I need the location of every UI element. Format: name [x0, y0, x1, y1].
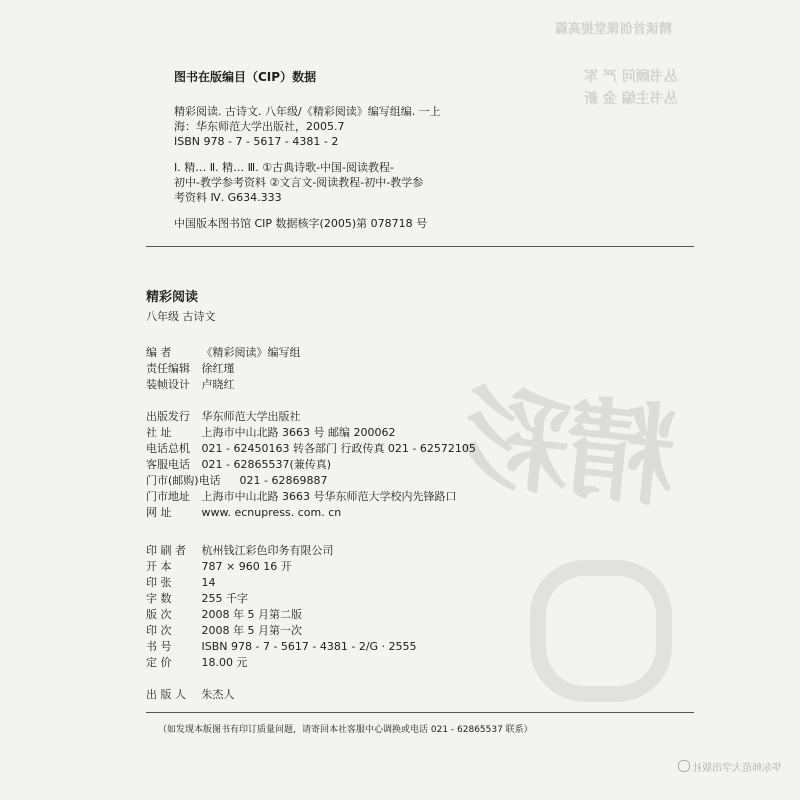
print-value: 255 千字 — [201, 592, 248, 605]
printer-logo-icon — [678, 760, 690, 772]
publisher-value: 华东师范大学出版社 — [201, 410, 301, 423]
print-row — [146, 639, 417, 654]
bleed-through-text: 丛书顾问 严 军 — [584, 69, 678, 85]
print-label: 印 张 — [146, 576, 172, 589]
print-value: ISBN 978 - 7 - 5617 - 4381 - 2/G · 2555 — [201, 640, 417, 653]
print-row — [146, 623, 302, 638]
publisher-person-label: 出 版 人 — [146, 688, 186, 701]
print-value: 2008 年 5 月第一次 — [201, 624, 302, 637]
publisher-label: 出版发行 — [146, 410, 190, 423]
credit-label: 责任编辑 — [146, 362, 190, 375]
print-row — [146, 543, 334, 558]
credit-value: 《精彩阅读》编写组 — [201, 346, 301, 359]
publisher-label: 网 址 — [146, 506, 172, 519]
cip-subject-line: 初中-教学参考资料 ②文言文-阅读教程-初中-教学参 — [174, 176, 424, 189]
publisher-value: www. ecnupress. com. cn — [201, 506, 342, 519]
cip-record-number: 中国版本图书馆 CIP 数据核字(2005)第 078718 号 — [174, 217, 428, 230]
print-label: 定 价 — [146, 656, 172, 669]
bleed-through-circle — [530, 560, 672, 702]
print-value: 2008 年 5 月第二版 — [201, 608, 302, 621]
book-subtitle: 八年级 古诗文 — [146, 310, 216, 323]
bleed-through-text: 丛书主编 金 新 — [584, 91, 678, 107]
print-row — [146, 559, 292, 574]
print-row — [146, 591, 248, 606]
print-label: 字 数 — [146, 592, 172, 605]
divider — [146, 712, 694, 713]
credit-value: 徐红瑾 — [201, 362, 235, 375]
cip-subject-line: Ⅰ. 精… Ⅱ. 精… Ⅲ. ①古典诗歌-中国-阅读教程- — [174, 161, 394, 174]
publisher-label: 电话总机 — [146, 442, 190, 455]
publisher-row — [146, 489, 457, 504]
publisher-person-row — [146, 687, 235, 702]
publisher-row — [146, 441, 476, 456]
credit-label: 装帧设计 — [146, 378, 190, 391]
publisher-value: 上海市中山北路 3663 号华东师范大学校内先锋路口 — [201, 490, 457, 503]
divider — [146, 246, 694, 247]
print-label: 印 刷 者 — [146, 544, 186, 557]
print-label: 开 本 — [146, 560, 172, 573]
publisher-label: 门市(邮购)电话 — [146, 474, 221, 487]
publisher-row — [146, 457, 331, 472]
print-value: 18.00 元 — [201, 656, 248, 669]
credit-row — [146, 377, 235, 392]
cip-entry-line: 海：华东师范大学出版社，2005.7 — [174, 120, 345, 133]
book-title: 精彩阅读 — [146, 290, 199, 305]
print-row — [146, 575, 216, 590]
cip-subject-line: 考资料 Ⅳ. G634.333 — [174, 191, 282, 204]
publisher-row — [146, 425, 395, 440]
print-value: 787 × 960 16 开 — [201, 560, 292, 573]
footer-note: （如发现本版图书有印订质量问题，请寄回本社客服中心调换或电话 021 - 62865537 联系） — [158, 725, 533, 735]
publisher-value: 021 - 62865537(兼传真) — [201, 458, 332, 471]
cip-entry-line: ISBN 978 - 7 - 5617 - 4381 - 2 — [174, 135, 339, 148]
bleed-through-text: 华东师范大学出版社 — [692, 763, 782, 774]
publisher-row — [146, 505, 341, 520]
publisher-value: 021 - 62450163 转各部门 行政传真 021 - 62572105 — [201, 442, 476, 455]
print-row — [146, 607, 302, 622]
credit-label: 编 者 — [146, 346, 172, 359]
publisher-value: 021 - 62869887 — [239, 474, 328, 487]
bleed-through-cover-art: 精彩 — [460, 373, 682, 523]
bleed-through-text: 精读首创课堂提高篇 — [554, 22, 672, 37]
print-value: 杭州钱江彩色印务有限公司 — [201, 544, 334, 557]
publisher-label: 客服电话 — [146, 458, 190, 471]
print-label: 书 号 — [146, 640, 172, 653]
credit-row — [146, 361, 235, 376]
cip-heading: 图书在版编目（CIP）数据 — [174, 70, 317, 84]
publisher-label: 门市地址 — [146, 490, 190, 503]
publisher-row — [146, 409, 301, 424]
publisher-value: 上海市中山北路 3663 号 邮编 200062 — [201, 426, 396, 439]
publisher-row — [146, 473, 327, 488]
publisher-person-value: 朱杰人 — [201, 688, 235, 701]
print-label: 版 次 — [146, 608, 172, 621]
cip-entry-line: 精彩阅读. 古诗文. 八年级/《精彩阅读》编写组编. 一上 — [174, 105, 441, 118]
publisher-label: 社 址 — [146, 426, 172, 439]
print-label: 印 次 — [146, 624, 172, 637]
credit-value: 卢晓红 — [201, 378, 235, 391]
credit-row — [146, 345, 301, 360]
print-value: 14 — [201, 576, 216, 589]
print-row — [146, 655, 248, 670]
